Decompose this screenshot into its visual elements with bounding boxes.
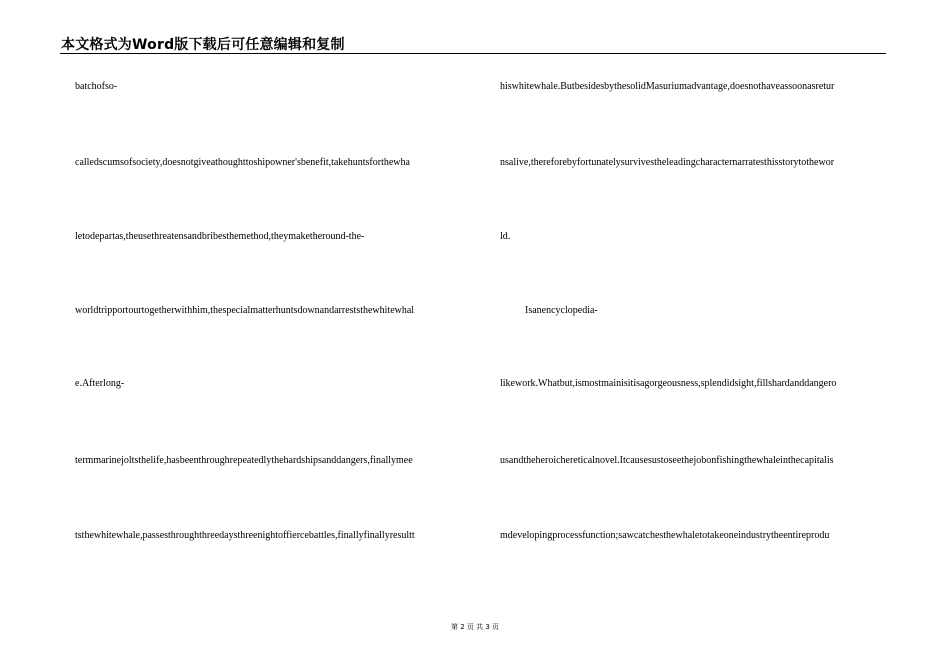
- text-line: batchofso-: [75, 81, 118, 92]
- text-line: termmarinejoltsthelife,hasbeenthroughrepeatedlythehardshipsanddangers,finallymee: [75, 455, 413, 466]
- text-line: worldtripportourtogetherwithhim,thespecialmatterhuntsdownandarreststhewhitewhal: [75, 305, 415, 316]
- text-line: hiswhitewhale.ButbesidesbythesolidMasuriumadvantage,doesnothaveassoonasretur: [500, 81, 835, 92]
- text-line: e.Afterlong-: [75, 378, 125, 389]
- text-line: usandtheheroichereticalnovel.Itcausesustoseethejobonfishingthewhaleinthecapitalis: [500, 455, 834, 466]
- text-line: Isanencyclopedia-: [525, 305, 598, 316]
- text-line: likework.Whatbut,ismostmainisitisagorgeousness,splendidsight,fillshardanddangero: [500, 378, 837, 389]
- text-line: letodepartas,theusethreatensandbribesthemethod,theymaketheround-the-: [75, 231, 365, 242]
- text-line: nsalive,thereforebyfortunatelysurvivestheleadingcharacternarratesthisstorytothewor: [500, 157, 835, 168]
- text-line: calledscumsofsociety,doesnotgiveathoughttoshipowner'sbenefit,takehuntsforthewha: [75, 157, 410, 168]
- text-line: tsthewhitewhale,passesthroughthreedaysthreenightoffiercebattles,finallyfinallyresultt: [75, 530, 415, 541]
- text-line: ld.: [500, 231, 511, 242]
- page-header-title: 本文格式为Word版下载后可任意编辑和复制: [61, 37, 345, 53]
- page-number: 第 2 页 共 3 页: [450, 623, 500, 631]
- text-line: mdevelopingprocessfunction;sawcatchesthewhaletotakeoneindustrytheentireprodu: [500, 530, 830, 541]
- header-divider: [60, 53, 886, 54]
